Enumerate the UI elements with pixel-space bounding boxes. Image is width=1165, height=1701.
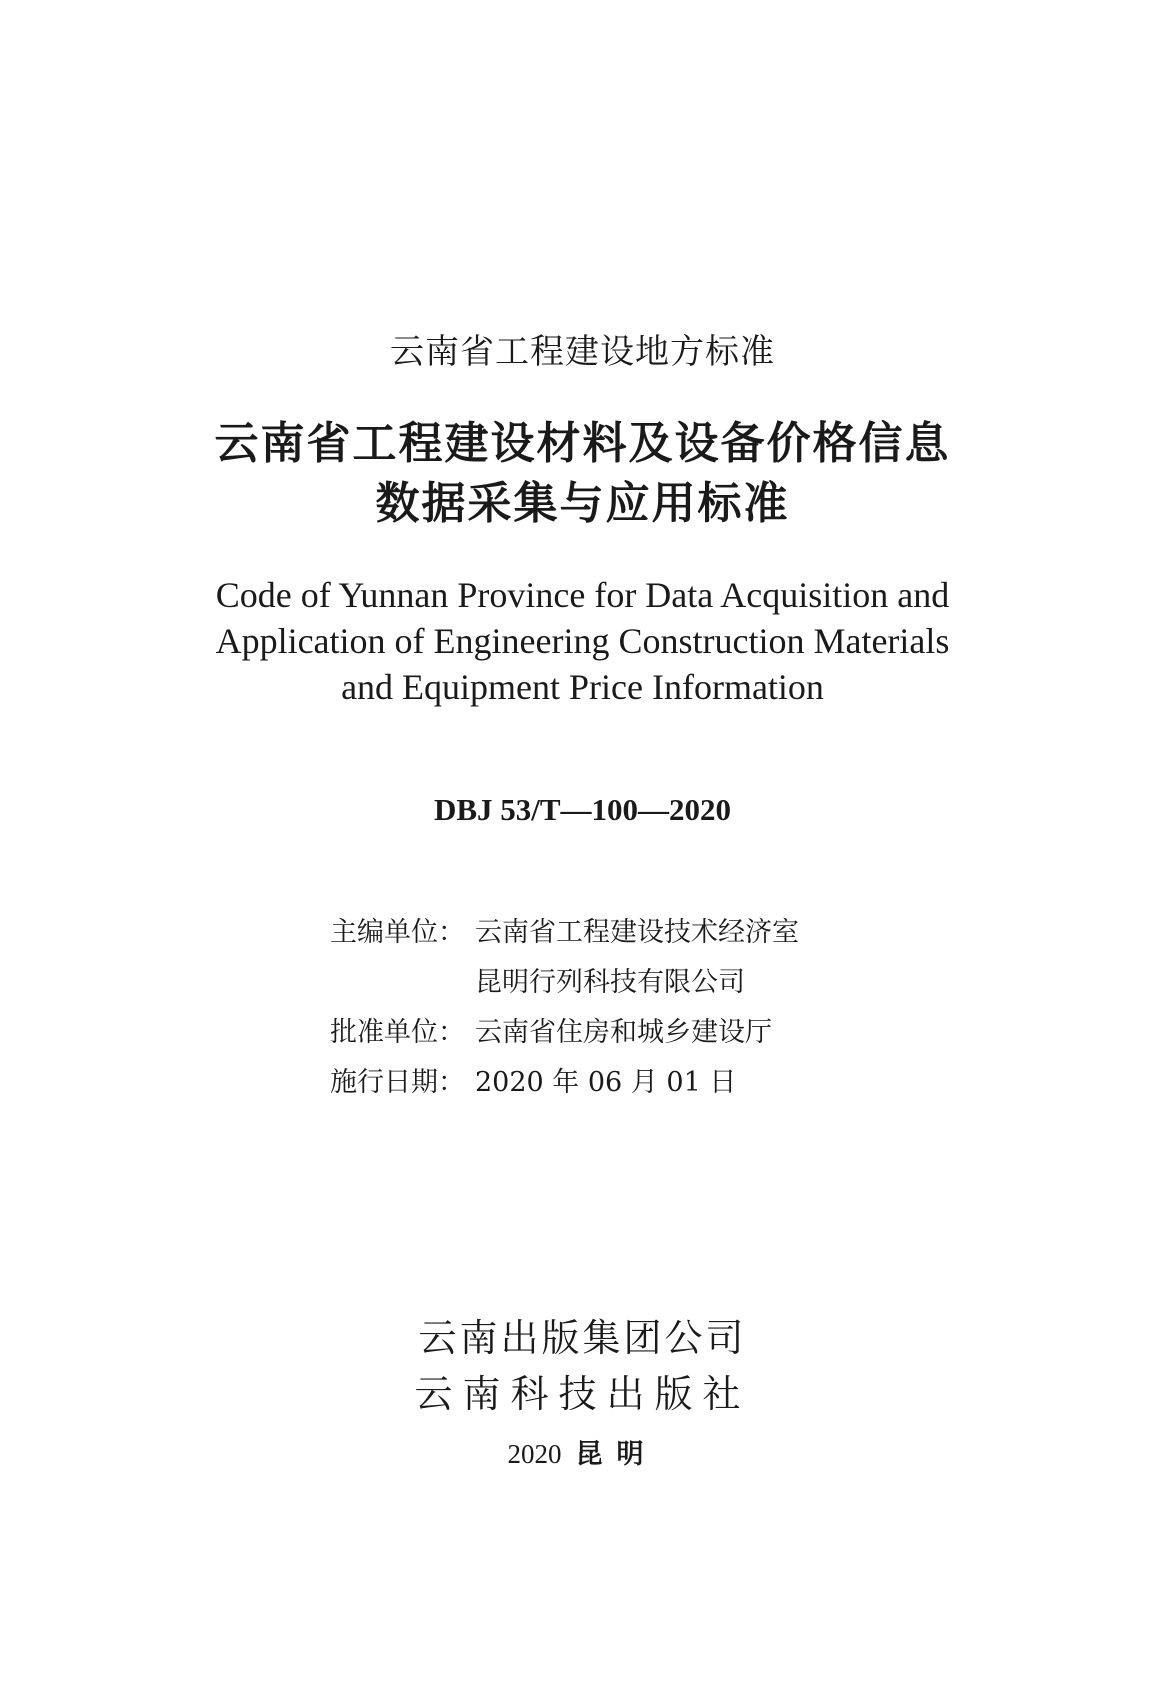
editor-label: 主编单位： bbox=[330, 917, 465, 948]
editor-row bbox=[330, 908, 799, 958]
imprint-year: 2020 bbox=[507, 1439, 562, 1469]
chinese-title-line-2: 数据采集与应用标准 bbox=[375, 478, 790, 529]
english-title-line-2: Application of Engineering Construction Materials bbox=[215, 621, 950, 661]
standard-code: DBJ 53/T—100—2020 bbox=[433, 792, 732, 827]
chinese-title-line-1: 云南省工程建设材料及设备价格信息 bbox=[214, 418, 951, 469]
publisher-press: 云南科技出版社 bbox=[414, 1372, 751, 1416]
effective-date-label: 施行日期： bbox=[330, 1067, 465, 1098]
standard-series: 云南省工程建设地方标准 bbox=[390, 332, 775, 372]
publisher-group: 云南出版集团公司 bbox=[418, 1316, 747, 1360]
editor-row-2 bbox=[330, 958, 799, 1008]
imprint-line bbox=[0, 1434, 1165, 1475]
english-title-line-3: and Equipment Price Information bbox=[341, 667, 824, 707]
approver-label: 批准单位： bbox=[330, 1017, 465, 1048]
effective-date-row bbox=[330, 1058, 799, 1108]
editor-unit-2: 昆明行列科技有限公司 bbox=[475, 967, 745, 998]
approver-row bbox=[330, 1008, 799, 1058]
editor-unit-1: 云南省工程建设技术经济室 bbox=[475, 917, 799, 948]
effective-date: 2020 年 06 月 01 日 bbox=[475, 1067, 737, 1098]
imprint-city: 昆明 bbox=[575, 1439, 658, 1470]
approver-unit: 云南省住房和城乡建设厅 bbox=[475, 1017, 772, 1048]
standard-info-block bbox=[330, 908, 799, 1108]
english-title-line-1: Code of Yunnan Province for Data Acquisition and bbox=[215, 575, 950, 615]
